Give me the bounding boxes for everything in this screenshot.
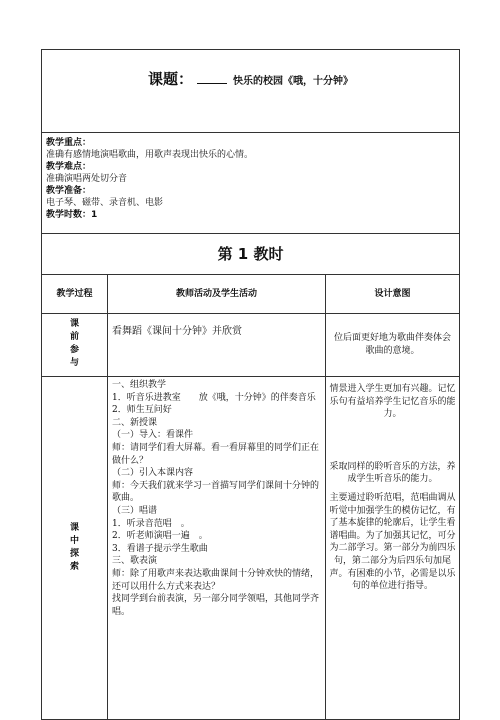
difficulty-text: 准确演唱两处切分音 — [46, 174, 128, 184]
activity-line: 师：今天我们就来学习一首描写同学们课间十分钟的歌曲。 — [112, 480, 320, 504]
title-blank-line — [197, 71, 227, 84]
title-label: 课题： — [148, 70, 194, 88]
activity-line: （三）唱谱 — [112, 505, 158, 516]
lesson-plan-page — [41, 49, 459, 697]
activity-line: 2．师生互问好 — [112, 405, 172, 416]
difficulty-label: 教学难点： — [46, 162, 92, 172]
key-points-text: 准确有感情地演唱歌曲，用歌声表现出快乐的心情。 — [46, 150, 254, 160]
teaching-info — [42, 133, 460, 234]
main-class-label — [42, 377, 108, 720]
main-class-label-char: 探 — [69, 549, 79, 559]
pre-class-label-char: 课 — [69, 319, 79, 329]
pre-class-label-char: 参 — [69, 345, 79, 355]
activity-line: 找同学到台前表演，另一部分同学领唱，其他同学齐唱。 — [112, 594, 320, 617]
header-intent: 设计意图 — [326, 275, 460, 314]
key-points-label: 教学重点： — [46, 138, 92, 148]
activity-line: 1．听音乐进教室 放《哦，十分钟》的伴奏音乐 — [112, 392, 316, 403]
main-class-activities — [108, 377, 326, 720]
title-text: 快乐的校园《哦，十分钟》 — [233, 76, 354, 87]
header-activities: 教师活动及学生活动 — [108, 275, 326, 314]
preparation-text: 电子琴、磁带、录音机、电影 — [46, 198, 164, 208]
pre-class-intent: 位后面更好地为歌曲伴奏体会歌曲的意境。 — [326, 314, 460, 377]
header-process: 教学过程 — [42, 275, 108, 314]
main-class-label-char: 中 — [69, 536, 79, 546]
intent-paragraph: 采取同样的聆听音乐的方法，养成学生听音乐的能力。 — [329, 461, 456, 485]
teaching-hours: 教学时数：1 — [46, 210, 98, 220]
title-cell — [42, 50, 460, 133]
activity-line: 1．听录音范唱 。 — [112, 518, 190, 529]
main-class-label-char: 索 — [69, 562, 79, 572]
pre-class-label-char: 前 — [69, 332, 79, 342]
activity-line: 一、组织教学 — [112, 380, 167, 390]
lesson-plan-table — [41, 49, 460, 720]
main-class-label-char: 课 — [69, 523, 79, 533]
lesson-number: 第 1 教时 — [42, 234, 460, 275]
activity-line: （二）引入本课内容 — [112, 468, 194, 479]
activity-line: 三、歌表演 — [112, 556, 158, 567]
activity-line: 师：除了用歌声来表达歌曲课间十分钟欢快的情绪，还可以用什么方式来表达？ — [112, 568, 320, 592]
activity-line: 师：请同学们看大屏幕。看一看屏幕里的同学们正在做什么？ — [112, 442, 320, 466]
intent-paragraph: 情景进入学生更加有兴趣。记忆乐句有益培养学生记忆音乐的能力。 — [329, 384, 456, 420]
preparation-label: 教学准备： — [46, 186, 92, 196]
lesson-title — [42, 68, 459, 89]
intent-paragraph: 主要通过聆听范唱，范唱曲调从听觉中加强学生的模仿记忆，有了基本旋律的轮廓后，让学生看谱唱曲。为了加强其记忆，可分为二部学习。第一部分为前四乐句，第二部分为后四乐句加尾声。有困难的小节，必需是以乐句的单位进行指导。 — [329, 492, 456, 592]
activity-line: 2．听老师演唱一遍 。 — [112, 531, 208, 542]
activity-line: 二、新授课 — [112, 417, 158, 428]
activity-line: 3．看谱子提示学生歌曲 — [112, 543, 208, 554]
main-class-intents — [326, 377, 460, 720]
pre-class-label-char: 与 — [69, 358, 79, 368]
pre-class-activity: 看舞蹈《课间十分钟》并欣赏 — [108, 314, 326, 377]
pre-class-label — [42, 314, 108, 377]
activity-line: （一）导入：看课件 — [112, 430, 194, 441]
